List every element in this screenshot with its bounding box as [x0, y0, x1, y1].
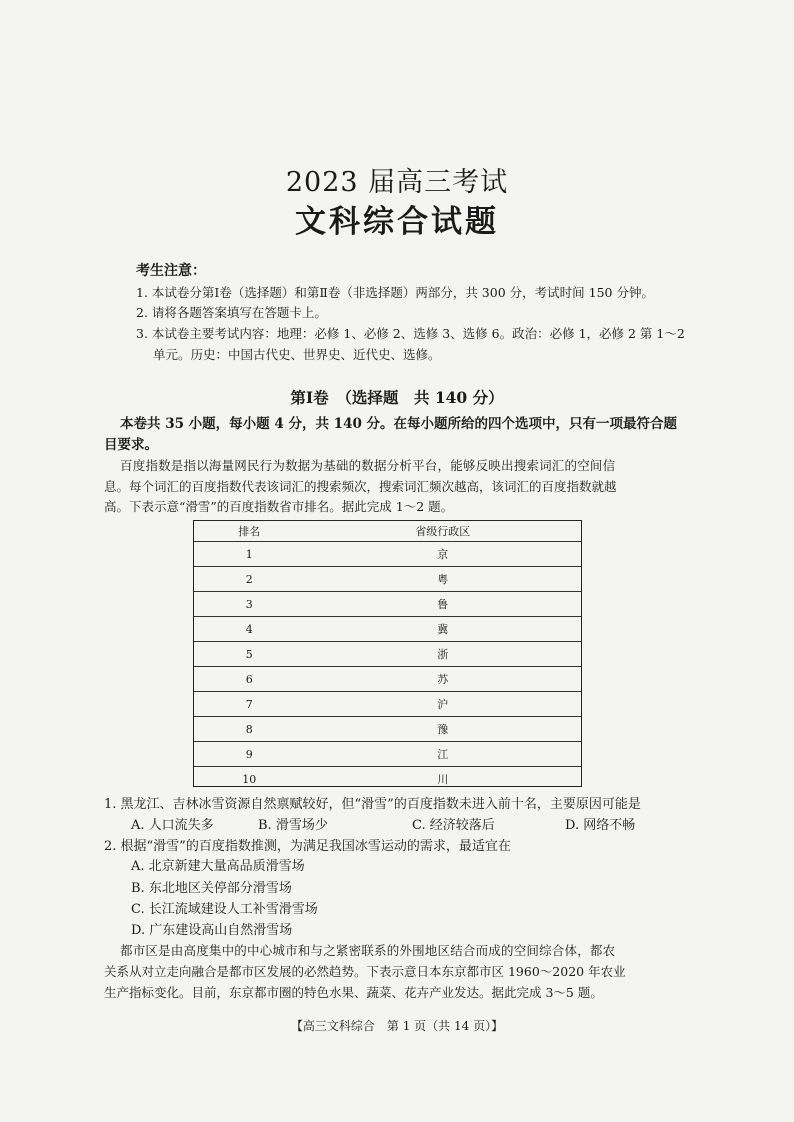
province-cell: 江	[305, 742, 581, 767]
section-heading: 第Ⅰ卷 （选择题 共 140 分）	[290, 388, 504, 407]
province-cell: 苏	[305, 667, 581, 692]
rank-cell: 10	[194, 767, 305, 792]
rank-cell: 2	[194, 567, 305, 592]
table-row	[194, 692, 581, 717]
province-cell: 京	[305, 542, 581, 567]
rank-cell: 5	[194, 642, 305, 667]
rank-cell: 4	[194, 617, 305, 642]
table-row	[194, 742, 581, 767]
notice-item-2: 2. 请将各题答案填写在答题卡上。	[136, 305, 327, 320]
passage-1-line-2: 息。每个词汇的百度指数代表该词汇的搜索频次，搜索词汇频次越高，该词汇的百度指数就越	[104, 479, 617, 494]
province-cell: 粤	[305, 567, 581, 592]
table-row	[194, 767, 581, 792]
notice-item-1: 1. 本试卷分第Ⅰ卷（选择题）和第Ⅱ卷（非选择题）两部分，共 300 分，考试时间 150 分钟。	[136, 285, 654, 300]
question-2-option-b: B. 东北地区关停部分滑雪场	[131, 881, 292, 896]
passage-2-line-2: 关系从对立走向融合是都市区发展的必然趋势。下表示意日本东京都市区 1960～2020 年农业	[104, 964, 626, 979]
notice-heading: 考生注意：	[136, 263, 206, 279]
ranking-table	[193, 520, 582, 787]
question-1-option-b: B. 滑雪场少	[258, 818, 328, 833]
table-row	[194, 542, 581, 567]
passage-1-line-3: 高。下表示意“滑雪”的百度指数省市排名。据此完成 1～2 题。	[104, 499, 454, 514]
province-cell: 冀	[305, 617, 581, 642]
table-row	[194, 592, 581, 617]
table-row	[194, 667, 581, 692]
page-footer: 【高三文科综合 第 1 页（共 14 页）】	[290, 1019, 504, 1033]
question-2-option-c: C. 长江流域建设人工补雪滑雪场	[131, 902, 318, 917]
passage-1-line-1: 百度指数是指以海量网民行为数据为基础的数据分析平台，能够反映出搜索词汇的空间信	[120, 458, 616, 473]
province-cell: 川	[305, 767, 581, 792]
notice-item-3-continued: 单元。历史：中国古代史、世界史、近代史、选修。	[153, 347, 441, 362]
table-row	[194, 617, 581, 642]
question-1-option-a: A. 人口流失多	[131, 818, 214, 833]
exam-title: 文科综合试题	[295, 204, 499, 240]
column-header-province: 省级行政区	[415, 525, 471, 538]
passage-2-line-3: 生产指标变化。目前，东京都市圈的特色水果、蔬菜、花卉产业发达。据此完成 3～5 题。	[104, 985, 603, 1000]
question-2-option-d: D. 广东建设高山自然滑雪场	[131, 923, 293, 938]
question-1-stem: 1. 黑龙江、吉林冰雪资源自然禀赋较好，但“滑雪”的百度指数未进入前十名，主要原因可能是	[104, 797, 641, 812]
rank-cell: 9	[194, 742, 305, 767]
section-intro-line-1: 本卷共 35 小题，每小题 4 分，共 140 分。在每小题所给的四个选项中，只有一项最符合题	[120, 416, 678, 432]
rank-cell: 8	[194, 717, 305, 742]
province-cell: 豫	[305, 717, 581, 742]
notice-item-3: 3. 本试卷主要考试内容：地理：必修 1、必修 2、选修 3、选修 6。政治：必修 1，必修 2 第 1～2	[136, 326, 685, 341]
rank-cell: 6	[194, 667, 305, 692]
exam-title-year: 2023 届高三考试	[285, 167, 509, 198]
table-row	[194, 642, 581, 667]
rank-cell: 1	[194, 542, 305, 567]
rank-cell: 7	[194, 692, 305, 717]
province-cell: 浙	[305, 642, 581, 667]
question-2-stem: 2. 根据“滑雪”的百度指数推测，为满足我国冰雪运动的需求，最适宜在	[104, 839, 511, 854]
table-row	[194, 717, 581, 742]
question-1-option-c: C. 经济较落后	[412, 818, 495, 833]
section-intro-line-2: 目要求。	[104, 437, 158, 453]
table-header-row	[194, 521, 581, 542]
province-cell: 沪	[305, 692, 581, 717]
table-row	[194, 567, 581, 592]
question-1-option-d: D. 网络不畅	[565, 818, 636, 833]
rank-cell: 3	[194, 592, 305, 617]
column-header-rank: 排名	[238, 525, 261, 538]
province-cell: 鲁	[305, 592, 581, 617]
passage-2-line-1: 都市区是由高度集中的中心城市和与之紧密联系的外围地区结合而成的空间综合体，都农	[120, 943, 616, 958]
question-2-option-a: A. 北京新建大量高品质滑雪场	[131, 859, 305, 874]
